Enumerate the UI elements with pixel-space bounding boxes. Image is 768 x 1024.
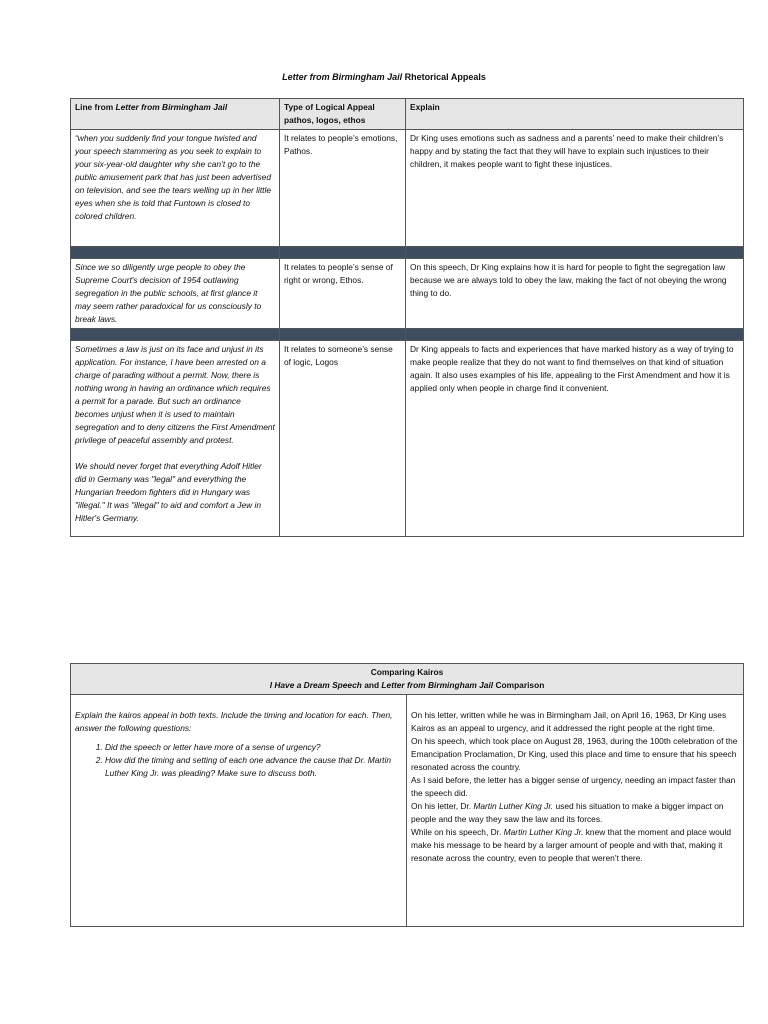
row-divider — [71, 247, 744, 259]
kairos-sub-rest: Comparison — [493, 680, 545, 690]
answer-text: On his letter, Dr. — [411, 801, 474, 811]
kairos-header-row — [71, 664, 744, 695]
row-line: “when you suddenly find your tongue twisted and your speech stammering as you seek to explain to your six-year-old daughter why she can’t go to the public amusement park that has just been advertised on television, and see the tears welling up in her little eyes when she is told that Funtown is closed to colored children. — [71, 130, 280, 247]
row-type: It relates to people’s emotions, Pathos. — [280, 130, 406, 247]
answer-paragraph: As I said before, the letter has a bigger sense of urgency, needing an impact faster than the speech did. — [411, 775, 736, 798]
list-item: 2. How did the timing and setting of each one advance the cause that Dr. Martin Luther King Jr. was pleading? Make sure to discuss both. — [105, 754, 402, 780]
header-line — [71, 99, 280, 130]
kairos-body-row — [71, 695, 744, 927]
row-line: Since we so diligently urge people to obey the Supreme Court's decision of 1954 outlawing segregation in the public schools, at first glance it may seem rather paradoxical for us consciously to break laws. — [71, 259, 280, 329]
kairos-sub-title-1: I Have a Dream Speech — [269, 680, 362, 690]
kairos-header — [71, 664, 744, 695]
answer-paragraph: On his speech, which took place on August 28, 1963, during the 100th celebration of the Emancipation Proclamation, Dr King, used this place and time to ensure that his speech resonated across the country. — [411, 736, 738, 772]
row-divider — [71, 329, 744, 341]
kairos-prompt: Explain the kairos appeal in both texts. Include the timing and location for each. Then, answer the following questions: — [75, 710, 393, 733]
kairos-prompt-cell — [71, 695, 407, 927]
header-type: Type of Logical Appeal pathos, logos, ethos — [280, 99, 406, 130]
row-explain: Dr King uses emotions such as sadness and a parents’ need to make their children’s happy and by stating the fact that they will have to explain such injustices to their children, it makes people want to fight these injustices. — [406, 130, 744, 247]
kairos-heading: Comparing Kairos — [370, 667, 444, 677]
kairos-sub-and: and — [361, 680, 382, 690]
kairos-answer-cell — [407, 695, 744, 927]
header-line-italic: Letter from Birmingham Jail — [115, 102, 228, 112]
answer-name: Martin Luther King Jr. — [503, 827, 584, 837]
answer-text: used his situation to make a bigger impact on people and the way they saw the law and its forces. — [411, 801, 724, 824]
kairos-questions — [75, 741, 402, 780]
title-italic: Letter from Birmingham Jail — [282, 72, 403, 82]
row-type: It relates to someone’s sense of logic, Logos — [280, 341, 406, 537]
row-line-paragraph-2: We should never forget that everything Adolf Hitler did in Germany was "legal" and everything the Hungarian freedom fighters did in Hungary was "illegal." It was "illegal" to aid and comfort a Jew in Hitler's Germany. — [75, 461, 262, 523]
header-explain: Explain — [406, 99, 744, 130]
table-row — [71, 259, 744, 329]
list-item: 1. Did the speech or letter have more of a sense of urgency? — [105, 741, 402, 754]
header-line-prefix: Line from — [75, 102, 116, 112]
kairos-comparison-table — [70, 663, 744, 927]
row-explain: On this speech, Dr King explains how it is hard for people to fight the segregation law because we are always told to obey the law, making the fact of not obeying the wrong thing to do. — [406, 259, 744, 329]
title-rest: Rhetorical Appeals — [402, 72, 486, 82]
answer-paragraph — [411, 800, 739, 826]
table-row — [71, 130, 744, 247]
answer-text: knew that the moment and place would make his message to be heard by a larger amount of people and with that, making it resonate across the country, even to people that weren’t there. — [411, 827, 731, 863]
table-header-row — [71, 99, 744, 130]
kairos-sub-title-2: Letter from Birmingham Jail — [381, 680, 494, 690]
rhetorical-appeals-table — [70, 98, 744, 537]
answer-paragraph — [411, 826, 739, 865]
answer-name: Martin Luther King Jr. — [473, 801, 554, 811]
document-title — [0, 72, 768, 82]
answer-paragraph: On his letter, written while he was in Birmingham Jail, on April 16, 1963, Dr King uses Kairos as an appeal to urgency, and it addressed the right people at the right time. — [411, 710, 727, 733]
kairos-subheading — [75, 679, 739, 692]
answer-text: While on his speech, Dr. — [411, 827, 504, 837]
table-row — [71, 341, 744, 537]
row-explain: Dr King appeals to facts and experiences that have marked history as a way of trying to make people realize that they do not want to find themselves on that kind of situation again. It also uses examples of his life, appealing to the First Amendment and how it is applied only when people in charge find it convenient. — [406, 341, 744, 537]
row-line — [71, 341, 280, 537]
row-line-paragraph: Sometimes a law is just on its face and unjust in its application. For instance, I have been arrested on a charge of parading without a permit. Now, there is nothing wrong in having an ordinance which requires a permit for a parade. But such an ordinance becomes unjust when it is used to maintain segregation and to deny citizens the First Amendment privilege of peaceful assembly and protest. — [75, 344, 275, 445]
row-type: It relates to people’s sense of right or wrong, Ethos. — [280, 259, 406, 329]
